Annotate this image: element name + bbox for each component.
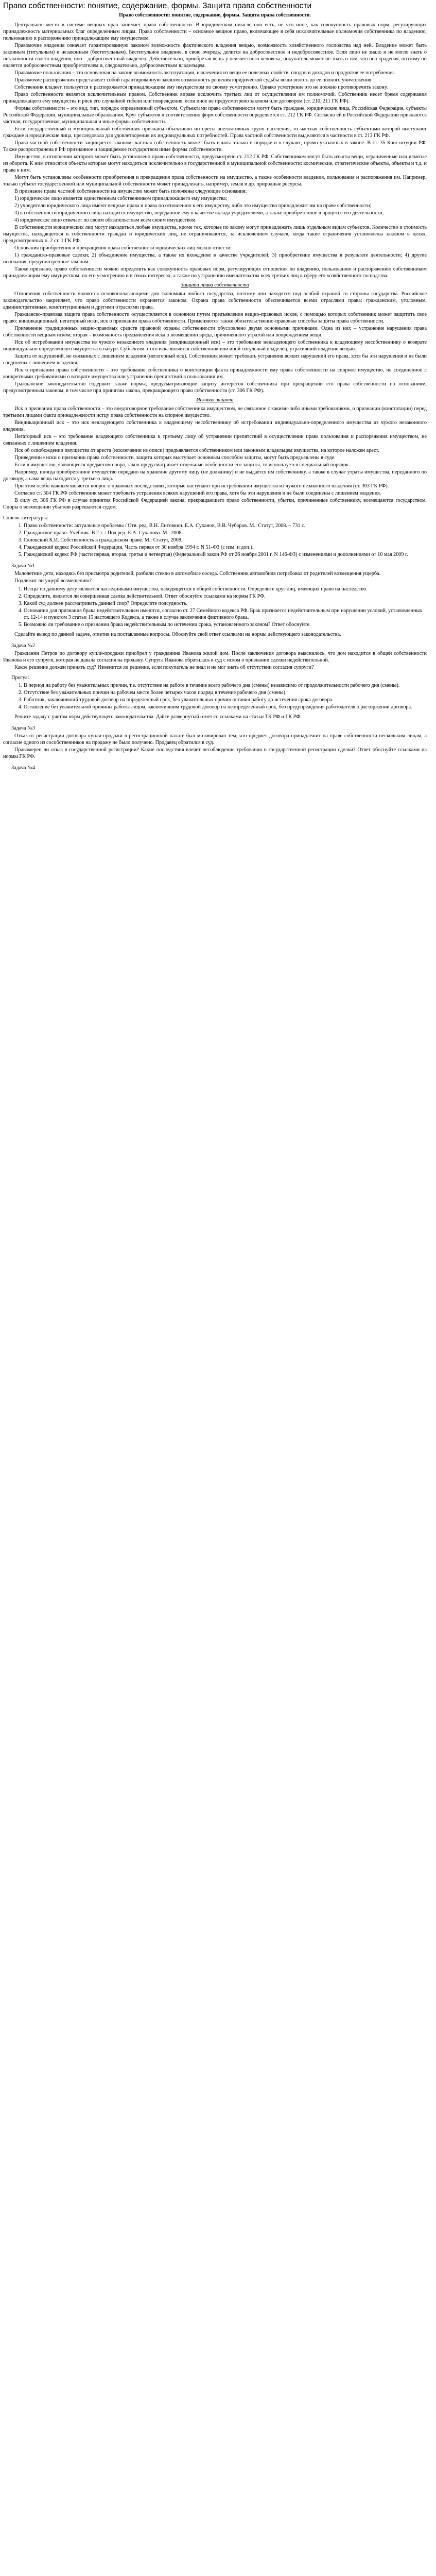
task-question: 2. Отсутствие без уважительных причин на рабочем месте более четырех часов подряд в течение рабочего дня (смены). (24, 689, 427, 696)
literature-title: Список литературы: (3, 515, 48, 521)
task-paragraph: Отказ от регистрации договора купли-продажи в регистрационной палате был мотивирован тем, что предмет договора принадлежит на праве собственности нескольким лицам, а согласие одного из сособственников на продажу не было получено. Продавец обратился в суд. (3, 733, 427, 745)
literature-item: 3. Скловский К.И. Собственность в гражданском праве. М.: Статут, 2008. (24, 537, 427, 544)
claim-section (3, 405, 427, 461)
document-subtitle: Право собственности: понятие, содержание, формы. Защита права собственности. (119, 12, 311, 18)
paragraph: 2) учредители юридического лица имеют вещные права и права по отношению к его имуществу, либо это имущество принадлежит им на праве собственности; (14, 203, 372, 209)
paragraph: В признание права частной собственности на имущество может быть положены следующие основания: (14, 189, 247, 194)
paragraph: Иск о признании права собственности – это внедоговорное требование собственника имуществом, не связанное с какими-либо иными требованиями, о признании (констатации) перед третьими лицами факта принадлежности истцу права собственности на спорное имущество. (3, 406, 427, 418)
literature-item: 1. Право собственности: актуальные проблемы / Отв. ред. В.Н. Литовкин, Е.А. Суханов, В.В. Чубаров. М.: Статут, 2008. – 731 с. (24, 522, 427, 529)
paragraph: Гражданское законодательство содержит также нормы, предусматривающие защиту интересов собственника при прекращении его права собственности по основаниям, предусмотренным законом, в том числе при принятии закона, прекращающего право собственности (ст. 306 ГК РФ). (3, 381, 427, 394)
paragraph: Центральное место в системе вещных прав занимает право собственности. В юридическом смысле оно есть, не что иное, как совокупность правовых норм, регулирующих принадлежность материальных благ определенным лицам. Право собственности – основное вещное право, включающее в себя исключительные полномочия собственника по владению, пользованию и распоряжению принадлежащим ему имуществом. (3, 22, 427, 41)
paragraph: Право собственности является исключительным правом. Собственник вправе исключить третьих лиц от осуществления им полномочий. Собственник несет бремя содержания принадлежащего ему имущества и риск его случайной гибели или повреждения, если иное не предусмотрено законом или договором (ст. 210, 211 ГК РФ). (3, 92, 427, 104)
paragraph: В собственности юридических лиц могут находиться любые имущества, кроме тех, которые по закону могут принадлежать лишь отдельным видам субъектов. Количество и стоимость имущества, находящегося в собственности граждан и юридических лиц, не ограничиваются, за исключением случаев, когда такие ограничения установлены законом в целях, предусмотренных п. 2 ст. 1 ГК РФ. (3, 225, 427, 244)
paragraph: Приведенные иски о признании права собственности, защита которых выступает основным способом защиты, могут быть предъявлены в суде. (14, 455, 336, 461)
paragraph: Правомочие распоряжения представляет собой гарантированную законом возможность решения юридической судьбы вещи вплоть до ее полного уничтожения. (14, 77, 373, 83)
task-question: 3. Работник, заключивший трудовой договор на определенный срок, без уважительных причин оставил работу до истечения срока договора. (24, 697, 427, 703)
task-body (3, 570, 427, 584)
paragraph: Применение традиционных вещно-правовых средств правовой охраны собственности обусловлено двумя основными причинами. Одна из них – устранение нарушения права собственности вещным иском; вторая – возможность предъявления иска о возмещении вреда, причиненного утратой или повреждением вещи. (3, 326, 427, 338)
task-footer: Решите задачу с учетом норм действующего законодательства. Дайте развернутый ответ со ссылками на статьи ТК РФ и ГК РФ. (14, 714, 302, 720)
protection-heading: Защита права собственности (181, 282, 249, 288)
paragraph: 1) гражданско-правовые сделки; 2) объединение имущества, а также их вхождение в качестве учредителей; 3) приобретение имущества в результате деятельности; 4) другие основания, предусмотренные законом. (3, 252, 427, 265)
paragraph: 1) юридическое лицо является единственным собственником принадлежащего ему имущества; (14, 196, 228, 201)
paragraph: Иск о признании права собственности – это требование собственника о констатации факта принадлежности ему права собственности на спорное имущество, не соединенное с конкретными требованиями о возврате имущества или устранении препятствий в пользовании им. (3, 367, 427, 380)
literature-item: 4. Гражданский кодекс Российской Федерации. Часть первая от 30 ноября 1994 г. N 51-ФЗ (с изм. и доп.). (24, 544, 427, 551)
paragraph: Если в имущество, являющееся предметом спора, закон предусматривает отдельные особенности его защиты, то используется специальный порядок. (14, 462, 350, 468)
literature-item: 5. Гражданский кодекс РФ (части первая, вторая, третья и четвертая) (Федеральный закон РФ от 26 ноября 2001 г. N 146-ФЗ) с изменениями и дополнениями от 10 мая 2009 г. (24, 551, 427, 558)
paragraph: При этом особо важным является вопрос о правовых последствиях, которые наступают при истребовании имущества из чужого незаконного владения (ст. 303 ГК РФ). (14, 483, 389, 489)
cases-section (3, 462, 427, 511)
task (3, 643, 427, 720)
paragraph: Основания приобретения и прекращения права собственности юридических лиц можно отнести: (14, 245, 232, 251)
paragraph: Если государственный и муниципальный собственник признаны объективно интересы апеллятивных групп населения, то частная собственность субъектами которой выступают граждане и юридические лица, преследовала для удовлетворения их индивидуальных потребностей. Права частной собственности выделяются в частности в ст. 213 ГК РФ. (3, 126, 427, 139)
task-paragraph: Гражданин Петров по договору купли-продажи приобрел у гражданина Иванова жилой дом. После заключения договора выяснилось, что дом находится в общей собственности Иванова и его супруги, которая не давала согласия на продажу. Супруга Иванова обратилась в суд с иском о признании сделки недействительной. (3, 651, 427, 663)
paragraph: Правомочие владения означает гарантированную законом возможность фактического владения вещью, возможность хозяйственного господства над ней. Владение может быть законным (титульным) и незаконным (беститульным). Беститульное владение, в свою очередь, делится на добросовестное и недобросовестное. Если лицо не знало и не могло знать о незаконности своего владения, оно – добросовестный владелец. Действительно, приобретая вещь у неизвестного человека, покупатель может не знать о том, что она краденая, поэтому он является добросовестным приобретателем и, следовательно, добросовестным владельцем. (3, 43, 427, 69)
paragraph: Гражданско-правовая защита права собственности осуществляется в основном путем предъявления вещно-правовых исков, с помощью которых собственник может защитить свое право: виндикационный, негаторный иски, иск о признании права собственности. Применяются также обязательственно-правовые способы защиты права собственности. (3, 312, 427, 324)
task-paragraph: Подлежит ли ущерб возмещению? (14, 578, 92, 584)
paragraph: Могут быть установлены особенности приобретения и прекращения права собственности на имущество, а также особенности владения, пользования и распоряжения им. Например, только субъект государственной или муниципальной собственности может принадлежать, например, земля и др. природные ресурсы. (3, 175, 427, 187)
task-body (3, 733, 427, 760)
task-paragraph: Малолетние дети, находясь без присмотра родителей, разбили стекло в автомобиле соседа. Собственник автомобиля потребовал от родителей возмещения ущерба. (14, 571, 381, 577)
paragraph: Иск об истребовании имущества из чужого незаконного владения (виндикационный иск) – это требование невладеющего собственника к владеющему несобственнику о возврате индивидуально определенного имущества в натуре. Субъектом этого иска является собственник или иной титульный владелец, утративший владение вещью. (3, 340, 427, 352)
paragraph: Защита от нарушений, не связанных с лишением владения (негаторный иск). Собственник может требовать устранения всяких нарушений его права, хотя бы эти нарушения и не были соединены с лишением владения. (3, 353, 427, 366)
paragraph: 4) юридическое лицо отвечает по своим обязательствам всем своим имуществом. (14, 217, 197, 223)
task-question: 2. Определите, является ли совершенная сделка действительной. Ответ обоснуйте ссылками на нормы ГК РФ. (24, 593, 427, 600)
task-paragraph: Правомерен ли отказ в государственной регистрации? Какие последствия влечет несоблюдение требования о государственной регистрации сделки? Ответ обоснуйте ссылками на нормы ГК РФ. (3, 747, 427, 759)
task-body (3, 650, 427, 671)
task (3, 725, 427, 760)
task-paragraph: Какое решение должен принять суд? Изменится ли решение, если покупатель не знал и не мог знать об отсутствии согласия супруги? (14, 665, 314, 670)
task-question: 3. Какой суд должен рассматривать данный спор? Определите подсудность. (24, 600, 427, 607)
task-question: 4. Основания для признания брака недействительным имеются, согласно ст. 27 Семейного кодекса РФ. Брак признается недействительным при нарушении условий, установленных ст. 12-14 и пунктом 3 статьи 15 настоящего Кодекса, а также в случае заключения фиктивного брака. (24, 607, 427, 621)
paragraph: Имущество, в отношении которого может быть установлено право собственности, предусмотрено ст. 212 ГК РФ. Собственником могут быть изъяты вещи, ограниченные или изъятые из оборота. К ним относятся объекты которые могут находиться исключительно в государственной и муниципальной собственности: космические, стратегические объекты, объекты и т.д. и права к ним. (3, 154, 427, 173)
paragraph: Согласно ст. 304 ГК РФ собственник может требовать устранения всяких нарушений его права, хотя бы эти нарушения и не были соединены с лишением владения. (14, 490, 381, 496)
paragraph: 3) в собственности юридического лица находится имущество, переданное ему в качестве вклада учредителями, а также приобретенное в процессе его деятельности; (14, 210, 384, 216)
paragraph: Также признано, право собственности можно определить как совокупность правовых норм, регулирующих отношения по владению, пользованию и распоряжению собственником принадлежащим ему имуществом, по его усмотрению и в своих интересах, а также по устранению вмешательства всех третьих лиц в сферу его хозяйственного господства. (3, 266, 427, 279)
task-questions (3, 586, 427, 628)
paragraph: Отношения собственности являются основополагающими для экономики любого государства, поэтому они находятся под особой охраной со стороны государства. Российское законодательство закрепляет, что право собственности охраняется законом. Охрана права собственности обеспечивается всеми отраслями права: гражданским, уголовным, административным, конституционным и другими отраслями права. (3, 291, 427, 310)
literature-list (3, 522, 427, 558)
paragraph: В силу ст. 306 ГК РФ в случае принятия Российской Федерацией закона, прекращающего право собственности, убытки, причиненные собственнику, возмещаются государством. Споры о возмещении убытков разрешаются судом. (3, 498, 427, 510)
task-question: 1. Истцы по данному делу являются наследниками имущества, находящегося в общей собственности. Определите круг лиц, имеющих право на наследство. (24, 586, 427, 592)
task-question: 4. Оставление без уважительной причины работы лицом, заключившим трудовой договор на неопределенный срок, без предупреждения работодателя о расторжении договора. (24, 704, 427, 710)
paragraph: Иск об освобождении имущества от ареста (исключении из описи) предъявляется собственником или законным владельцем имущества, на которое наложен арест. (14, 448, 379, 453)
claim-heading: Исковая защита (196, 397, 234, 403)
literature-item: 2. Гражданское право: Учебник. В 2 т. / Под ред. Е.А. Суханова. М., 2008. (24, 530, 427, 536)
task-footer: Сделайте вывод по данной задаче, ответив на поставленные вопросы. Обоснуйте свой ответ ссылками на нормы действующего законодательства. (14, 632, 341, 637)
paragraph: Правомочие пользования – это основанная на законе возможность эксплуатации, извлечения из вещи ее полезных свойств, плодов и доходов и продуктов ее потребления. (14, 70, 395, 76)
document (0, 0, 430, 775)
task-questions (3, 682, 427, 710)
task (3, 563, 427, 638)
task-question: 1. В период на работу без уважительных причин, т.е. отсутствие на работе в течение всего рабочего дня (смены) независимо от продолжительности рабочего дня (смены). (24, 682, 427, 689)
task-title: Задача №2 (11, 643, 35, 649)
task-title: Задача №4 (11, 765, 35, 771)
task-title: Задача №1 (11, 563, 35, 569)
paragraph: Формы собственности – это вид, тип, порядок определенный субъектом. Субъектами права собственности могут быть граждане, юридические лица, Российская Федерация, субъекты Российской Федерации, муниципальные образования. Круг субъектов и соответственно форм собственности определяется ст. 212 ГК РФ. Согласно ей в Российской Федерации признаются частная, государственная, муниципальная и иные формы собственности. (3, 106, 427, 125)
paragraph: Негаторный иск – это требование владеющего собственника к третьему лицу об устранении препятствий в осуществлении права пользования и распоряжения имуществом, не связанных с лишением владения. (3, 434, 427, 446)
protection-section (3, 291, 427, 394)
task-question: 5. Возможно ли требование о признании брака недействительным по истечении срока, установленного законом? Ответ обоснуйте. (24, 621, 427, 628)
paragraph: Виндикационный иск – это иск невладеющего собственника к владеющему несобственнику об истребовании индивидуально-определенного имущества из чужого незаконного владения. (3, 420, 427, 432)
task-questions-label: Прогул: (11, 675, 29, 681)
task (3, 765, 427, 771)
paragraph: Собственник владеет, пользуется и распоряжается принадлежащим ему имуществом по своему усмотрению. Однако усмотрение это не должно противоречить закону. (14, 84, 388, 90)
intro-section (3, 22, 427, 279)
paragraph: Например, иногда приобретенное имущество передано на хранение другому лицу (не должнику) и не выдается им собственнику, а также в случае утраты имущества, переданного по договору, а сама вещь находится у третьего лица. (3, 469, 427, 482)
task-title: Задача №3 (11, 725, 35, 731)
page-title: Право собственности: понятие, содержание, формы. Защита права собственности (3, 2, 312, 10)
paragraph: Право частной собственности защищается законом: частная собственность может быть изъята только в порядке и в случаях, прямо указанных в законе. В ст. 35 Конституции РФ. Также распространена в РФ признанное и защищаемое государством иные формы собственности. (3, 140, 427, 152)
tasks-section (3, 563, 427, 771)
